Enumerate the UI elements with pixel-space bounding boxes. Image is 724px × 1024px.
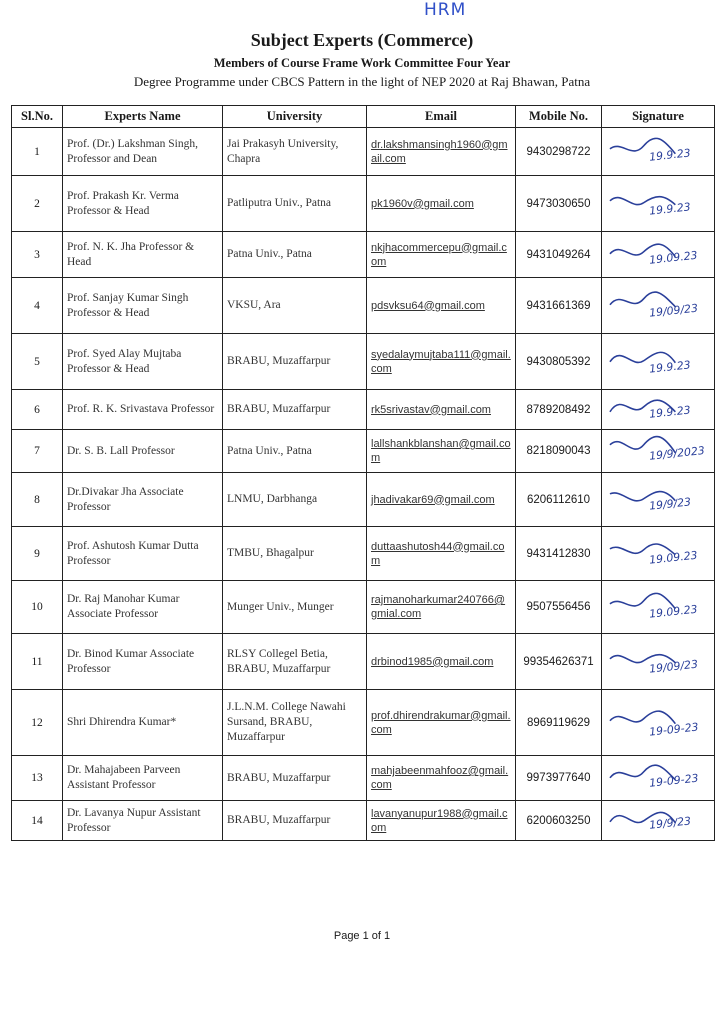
header-signature: Signature — [602, 106, 715, 128]
table-row — [12, 278, 715, 334]
sl-no-cell: 14 — [12, 801, 63, 841]
table-row — [12, 634, 715, 690]
university-cell: RLSY Collegel Betia, BRABU, Muzaffarpur — [223, 634, 367, 690]
mobile-cell: 9507556456 — [516, 581, 602, 634]
email-cell: syedalaymujtaba111@gmail.com — [367, 334, 516, 390]
handwritten-signature — [602, 129, 714, 175]
mobile-cell: 9973977640 — [516, 756, 602, 801]
header-sl-no: Sl.No. — [12, 106, 63, 128]
expert-name-cell: Shri Dhirendra Kumar* — [63, 690, 223, 756]
table-row — [12, 801, 715, 841]
table-row — [12, 232, 715, 278]
signature-date: 19.09.23 — [648, 602, 699, 621]
handwritten-signature — [602, 757, 714, 800]
mobile-cell: 6200603250 — [516, 801, 602, 841]
signature-date: 19.9.23 — [648, 403, 692, 421]
university-cell: VKSU, Ara — [223, 278, 367, 334]
handwritten-signature — [602, 391, 714, 429]
email-cell: nkjhacommercepu@gmail.com — [367, 232, 516, 278]
signature-date: 19.9.23 — [648, 200, 692, 218]
signature-cell — [602, 232, 715, 278]
table-row — [12, 527, 715, 581]
table-row — [12, 756, 715, 801]
mobile-cell: 6206112610 — [516, 473, 602, 527]
table-row — [12, 473, 715, 527]
mobile-cell: 9431661369 — [516, 278, 602, 334]
signature-date: 19.9.23 — [648, 358, 692, 376]
email-cell: mahjabeenmahfooz@gmail.com — [367, 756, 516, 801]
expert-name-cell: Prof. (Dr.) Lakshman Singh, Professor and Dean — [63, 128, 223, 176]
expert-name-cell: Prof. Prakash Kr. Verma Professor & Head — [63, 176, 223, 232]
signature-cell — [602, 176, 715, 232]
university-cell: BRABU, Muzaffarpur — [223, 801, 367, 841]
signature-cell — [602, 581, 715, 634]
sl-no-cell: 9 — [12, 527, 63, 581]
expert-name-cell: Dr. Lavanya Nupur Assistant Professor — [63, 801, 223, 841]
sl-no-cell: 4 — [12, 278, 63, 334]
mobile-cell: 8218090043 — [516, 430, 602, 473]
expert-name-cell: Dr. S. B. Lall Professor — [63, 430, 223, 473]
header-university: University — [223, 106, 367, 128]
mobile-cell: 9430805392 — [516, 334, 602, 390]
header-mobile-no: Mobile No. — [516, 106, 602, 128]
experts-table — [11, 105, 715, 841]
email-cell: drbinod1985@gmail.com — [367, 634, 516, 690]
signature-cell — [602, 756, 715, 801]
expert-name-cell: Dr. Raj Manohar Kumar Associate Professor — [63, 581, 223, 634]
expert-name-cell: Prof. R. K. Srivastava Professor — [63, 390, 223, 430]
mobile-cell: 8969119629 — [516, 690, 602, 756]
signature-date: 19/09/23 — [648, 301, 699, 320]
email-cell: dr.lakshmansingh1960@gmail.com — [367, 128, 516, 176]
signature-cell — [602, 690, 715, 756]
university-cell: Munger Univ., Munger — [223, 581, 367, 634]
signature-cell — [602, 634, 715, 690]
expert-name-cell: Dr.Divakar Jha Associate Professor — [63, 473, 223, 527]
university-cell: LNMU, Darbhanga — [223, 473, 367, 527]
expert-name-cell: Prof. Ashutosh Kumar Dutta Professor — [63, 527, 223, 581]
signature-cell — [602, 430, 715, 473]
signature-date: 19/09/23 — [648, 657, 699, 676]
signature-date: 19/9/23 — [648, 814, 692, 832]
email-cell: duttaashutosh44@gmail.com — [367, 527, 516, 581]
table-row — [12, 128, 715, 176]
expert-name-cell: Prof. N. K. Jha Professor & Head — [63, 232, 223, 278]
email-cell: rajmanoharkumar240766@gmial.com — [367, 581, 516, 634]
handwritten-signature — [602, 582, 714, 633]
email-cell: lavanyanupur1988@gmail.com — [367, 801, 516, 841]
table-row — [12, 390, 715, 430]
table-row — [12, 581, 715, 634]
email-cell: rk5srivastav@gmail.com — [367, 390, 516, 430]
signature-date: 19-09-23 — [648, 720, 700, 739]
signature-cell — [602, 527, 715, 581]
sl-no-cell: 13 — [12, 756, 63, 801]
signature-cell — [602, 334, 715, 390]
mobile-cell: 8789208492 — [516, 390, 602, 430]
sl-no-cell: 8 — [12, 473, 63, 527]
university-cell: BRABU, Muzaffarpur — [223, 334, 367, 390]
signature-cell — [602, 278, 715, 334]
signature-date: 19-09-23 — [648, 771, 700, 790]
expert-name-cell: Prof. Syed Alay Mujtaba Professor & Head — [63, 334, 223, 390]
university-cell: BRABU, Muzaffarpur — [223, 390, 367, 430]
signature-cell — [602, 390, 715, 430]
expert-name-cell: Prof. Sanjay Kumar Singh Professor & Head — [63, 278, 223, 334]
sl-no-cell: 1 — [12, 128, 63, 176]
university-cell: J.L.N.M. College Nawahi Sursand, BRABU, Muzaffarpur — [223, 690, 367, 756]
sl-no-cell: 10 — [12, 581, 63, 634]
table-row — [12, 176, 715, 232]
email-cell: lallshankblanshan@gmail.com — [367, 430, 516, 473]
signature-cell — [602, 473, 715, 527]
page-title: Subject Experts (Commerce) — [250, 30, 474, 50]
handwritten-signature — [602, 279, 714, 333]
handwritten-signature — [602, 691, 714, 754]
handwritten-signature — [602, 635, 714, 689]
university-cell: Patna Univ., Patna — [223, 430, 367, 473]
email-cell: pk1960v@gmail.com — [367, 176, 516, 232]
mobile-cell: 9473030650 — [516, 176, 602, 232]
mobile-cell: 9431412830 — [516, 527, 602, 581]
sl-no-cell: 3 — [12, 232, 63, 278]
signature-date: 19.09.23 — [648, 548, 699, 567]
sl-no-cell: 7 — [12, 430, 63, 473]
email-cell: pdsvksu64@gmail.com — [367, 278, 516, 334]
subtitle-line-2: Degree Programme under CBCS Pattern in the light of NEP 2020 at Raj Bhawan, Patna — [133, 74, 591, 89]
university-cell: Jai Prakasyh University, Chapra — [223, 128, 367, 176]
sl-no-cell: 11 — [12, 634, 63, 690]
email-cell: prof.dhirendrakumar@gmail.com — [367, 690, 516, 756]
mobile-cell: 99354626371 — [516, 634, 602, 690]
handwritten-signature — [602, 431, 714, 472]
signature-date: 19/9/2023 — [648, 443, 706, 463]
handwritten-signature — [602, 802, 714, 840]
handwritten-signature — [602, 233, 714, 277]
handwritten-signature — [602, 474, 714, 526]
handwritten-stamp: HRM — [424, 0, 467, 20]
mobile-cell: 9431049264 — [516, 232, 602, 278]
handwritten-signature — [602, 177, 714, 231]
signature-date: 19/9/23 — [648, 495, 692, 513]
university-cell: BRABU, Muzaffarpur — [223, 756, 367, 801]
university-cell: Patliputra Univ., Patna — [223, 176, 367, 232]
handwritten-signature — [602, 528, 714, 580]
university-cell: TMBU, Bhagalpur — [223, 527, 367, 581]
signature-cell — [602, 128, 715, 176]
university-cell: Patna Univ., Patna — [223, 232, 367, 278]
mobile-cell: 9430298722 — [516, 128, 602, 176]
table-row — [12, 690, 715, 756]
table-row — [12, 430, 715, 473]
header-experts-name: Experts Name — [63, 106, 223, 128]
header-email: Email — [367, 106, 516, 128]
page-footer: Page 1 of 1 — [333, 930, 391, 942]
handwritten-signature — [602, 335, 714, 389]
sl-no-cell: 5 — [12, 334, 63, 390]
sl-no-cell: 2 — [12, 176, 63, 232]
sl-no-cell: 12 — [12, 690, 63, 756]
signature-cell — [602, 801, 715, 841]
sl-no-cell: 6 — [12, 390, 63, 430]
expert-name-cell: Dr. Binod Kumar Associate Professor — [63, 634, 223, 690]
expert-name-cell: Dr. Mahajabeen Parveen Assistant Professor — [63, 756, 223, 801]
signature-date: 19.09.23 — [648, 248, 699, 267]
signature-date: 19.9.23 — [648, 146, 692, 164]
subtitle-line-1: Members of Course Frame Work Committee Four Year — [213, 56, 511, 70]
table-header-row — [12, 106, 715, 128]
email-cell: jhadivakar69@gmail.com — [367, 473, 516, 527]
table-row — [12, 334, 715, 390]
